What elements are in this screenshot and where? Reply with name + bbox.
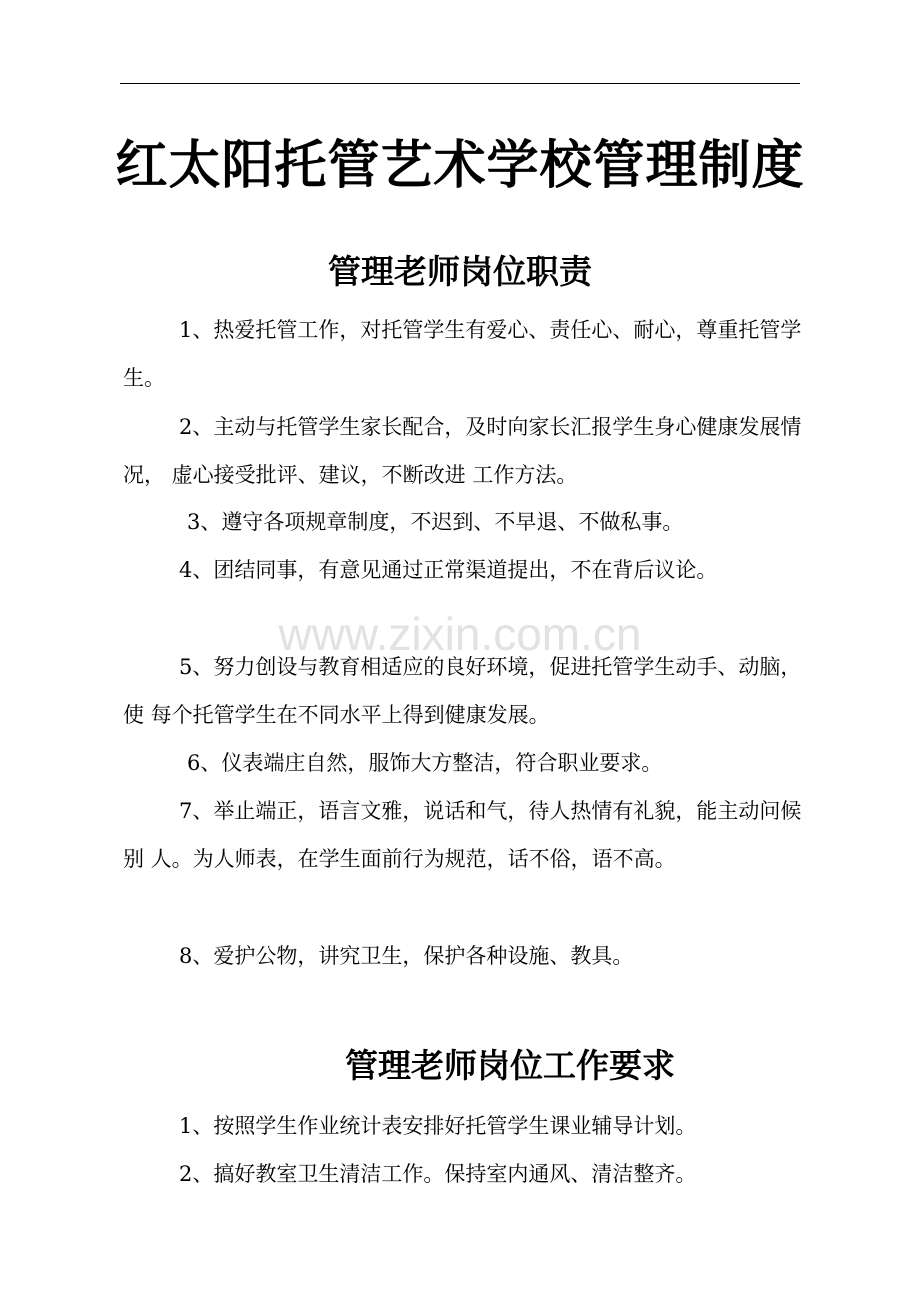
section-heading-requirements: 管理老师岗位工作要求 xyxy=(345,1046,675,1085)
duty-item-5: 5、努力创设与教育相适应的良好环境，促进托管学生动手、动脑，使 每个托管学生在不同水平上得到健康发展。 xyxy=(123,655,802,727)
duty-item-1: 1、热爱托管工作，对托管学生有爱心、责任心、耐心，尊重托管学生。 xyxy=(123,318,802,390)
duty-item-8: 8、爱护公物，讲究卫生，保护各种设施、教具。 xyxy=(179,944,634,968)
requirement-item-2: 2、搞好教室卫生清洁工作。保持室内通风、清洁整齐。 xyxy=(179,1162,697,1186)
requirement-item-1: 1、按照学生作业统计表安排好托管学生课业辅导计划。 xyxy=(179,1114,697,1138)
duty-item-4: 4、团结同事，有意见通过正常渠道提出，不在背后议论。 xyxy=(179,558,718,582)
document-title: 红太阳托管艺术学校管理制度 xyxy=(115,136,805,196)
duty-item-2: 2、主动与托管学生家长配合，及时向家长汇报学生身心健康发展情况， 虚心接受批评、建议，不断改进 工作方法。 xyxy=(123,415,802,487)
header-rule xyxy=(120,83,800,84)
duty-item-7: 7、举止端正，语言文雅，说话和气，待人热情有礼貌，能主动问候别 人。为人师表，在学生面前行为规范，话不俗，语不高。 xyxy=(123,799,802,871)
section-heading-duties: 管理老师岗位职责 xyxy=(328,252,592,291)
watermark: www.zixin.com.cn xyxy=(278,608,642,660)
duty-item-6: 6、仪表端庄自然，服饰大方整洁，符合职业要求。 xyxy=(187,751,663,775)
duty-item-3: 3、遵守各项规章制度，不迟到、不早退、不做私事。 xyxy=(187,510,684,534)
